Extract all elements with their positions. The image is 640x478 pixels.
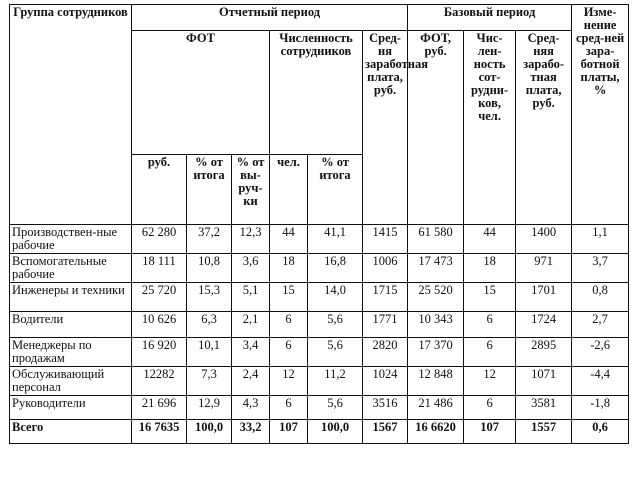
cell-pct-revenue: 12,3 (232, 225, 270, 254)
cell-base-fot: 61 580 (408, 225, 464, 254)
header-fot: ФОТ (132, 31, 270, 155)
table-wrapper (9, 4, 629, 444)
cell-base-persons: 6 (464, 312, 516, 338)
cell-avg: 1771 (363, 312, 408, 338)
header-pct-total: % от итога (187, 155, 232, 225)
header-avg-wage: Сред-ня заработная плата, руб. (363, 31, 408, 225)
cell-change: 0,6 (572, 420, 629, 444)
cell-pct-revenue: 5,1 (232, 283, 270, 312)
cell-pct-total: 100,0 (187, 420, 232, 444)
header-row-1 (10, 5, 629, 31)
cell-base-fot: 17 370 (408, 338, 464, 367)
cell-avg: 1006 (363, 254, 408, 283)
cell-pct-total: 15,3 (187, 283, 232, 312)
cell-avg: 1415 (363, 225, 408, 254)
cell-fot: 10 626 (132, 312, 187, 338)
cell-pct-persons: 14,0 (308, 283, 363, 312)
cell-base-fot: 10 343 (408, 312, 464, 338)
cell-pct-revenue: 2,4 (232, 367, 270, 396)
cell-pct-total: 37,2 (187, 225, 232, 254)
cell-base-avg: 1724 (516, 312, 572, 338)
cell-persons: 6 (270, 338, 308, 367)
cell-persons: 44 (270, 225, 308, 254)
cell-group: Инженеры и техники (10, 283, 132, 312)
table-row (10, 312, 629, 338)
cell-base-avg: 1400 (516, 225, 572, 254)
cell-change: 2,7 (572, 312, 629, 338)
header-pct-total2: % от итога (308, 155, 363, 225)
cell-persons: 107 (270, 420, 308, 444)
cell-pct-persons: 100,0 (308, 420, 363, 444)
cell-change: -1,8 (572, 396, 629, 420)
table-row (10, 338, 629, 367)
cell-persons: 6 (270, 396, 308, 420)
cell-fot: 21 696 (132, 396, 187, 420)
cell-base-persons: 107 (464, 420, 516, 444)
header-base-headcount: Чис-лен-ность сот-рудни-ков, чел. (464, 31, 516, 225)
header-rub: руб. (132, 155, 187, 225)
cell-group: Всего (10, 420, 132, 444)
table-row (10, 225, 629, 254)
cell-base-fot: 21 486 (408, 396, 464, 420)
cell-pct-revenue: 3,6 (232, 254, 270, 283)
cell-persons: 12 (270, 367, 308, 396)
table-row (10, 396, 629, 420)
cell-pct-persons: 5,6 (308, 338, 363, 367)
cell-base-avg: 2895 (516, 338, 572, 367)
header-persons: чел. (270, 155, 308, 225)
cell-avg: 1715 (363, 283, 408, 312)
cell-pct-revenue: 3,4 (232, 338, 270, 367)
cell-change: -2,6 (572, 338, 629, 367)
cell-base-persons: 15 (464, 283, 516, 312)
cell-pct-persons: 11,2 (308, 367, 363, 396)
cell-fot: 12282 (132, 367, 187, 396)
header-change: Изме-нение сред-ней зара-ботной платы, % (572, 5, 629, 225)
cell-base-persons: 12 (464, 367, 516, 396)
cell-change: 0,8 (572, 283, 629, 312)
cell-base-persons: 18 (464, 254, 516, 283)
header-group: Группа сотрудников (10, 5, 132, 225)
cell-pct-revenue: 2,1 (232, 312, 270, 338)
cell-change: 3,7 (572, 254, 629, 283)
cell-avg: 1024 (363, 367, 408, 396)
cell-pct-total: 10,1 (187, 338, 232, 367)
cell-base-fot: 16 6620 (408, 420, 464, 444)
cell-persons: 15 (270, 283, 308, 312)
cell-change: -4,4 (572, 367, 629, 396)
cell-pct-persons: 5,6 (308, 312, 363, 338)
cell-change: 1,1 (572, 225, 629, 254)
table-row (10, 367, 629, 396)
total-row (10, 420, 629, 444)
cell-pct-revenue: 4,3 (232, 396, 270, 420)
cell-base-fot: 25 520 (408, 283, 464, 312)
cell-avg: 3516 (363, 396, 408, 420)
cell-pct-total: 6,3 (187, 312, 232, 338)
cell-group: Производствен-ные рабочие (10, 225, 132, 254)
table-row (10, 254, 629, 283)
cell-avg: 2820 (363, 338, 408, 367)
cell-pct-total: 12,9 (187, 396, 232, 420)
cell-fot: 25 720 (132, 283, 187, 312)
header-headcount: Численность сотрудников (270, 31, 363, 155)
cell-group: Водители (10, 312, 132, 338)
header-base-avg-wage: Сред-няя зарабо-тная плата, руб. (516, 31, 572, 225)
cell-persons: 18 (270, 254, 308, 283)
cell-fot: 62 280 (132, 225, 187, 254)
cell-group: Руководители (10, 396, 132, 420)
cell-pct-persons: 41,1 (308, 225, 363, 254)
cell-fot: 16 920 (132, 338, 187, 367)
cell-pct-persons: 5,6 (308, 396, 363, 420)
header-report-period: Отчетный период (132, 5, 408, 31)
cell-fot: 18 111 (132, 254, 187, 283)
cell-group: Вспомогательные рабочие (10, 254, 132, 283)
cell-group: Обслуживающий персонал (10, 367, 132, 396)
cell-persons: 6 (270, 312, 308, 338)
cell-base-fot: 12 848 (408, 367, 464, 396)
cell-base-avg: 1071 (516, 367, 572, 396)
cell-avg: 1567 (363, 420, 408, 444)
cell-pct-revenue: 33,2 (232, 420, 270, 444)
table-row (10, 283, 629, 312)
cell-base-avg: 1701 (516, 283, 572, 312)
header-base-period: Базовый период (408, 5, 572, 31)
cell-base-persons: 44 (464, 225, 516, 254)
header-base-fot: ФОТ, руб. (408, 31, 464, 225)
cell-base-fot: 17 473 (408, 254, 464, 283)
header-pct-revenue: % от вы-руч-ки (232, 155, 270, 225)
cell-pct-total: 7,3 (187, 367, 232, 396)
cell-base-avg: 971 (516, 254, 572, 283)
cell-pct-total: 10,8 (187, 254, 232, 283)
cell-base-avg: 1557 (516, 420, 572, 444)
cell-pct-persons: 16,8 (308, 254, 363, 283)
cell-base-persons: 6 (464, 396, 516, 420)
cell-base-persons: 6 (464, 338, 516, 367)
cell-base-avg: 3581 (516, 396, 572, 420)
cell-group: Менеджеры по продажам (10, 338, 132, 367)
payroll-table (9, 4, 629, 444)
cell-fot: 16 7635 (132, 420, 187, 444)
